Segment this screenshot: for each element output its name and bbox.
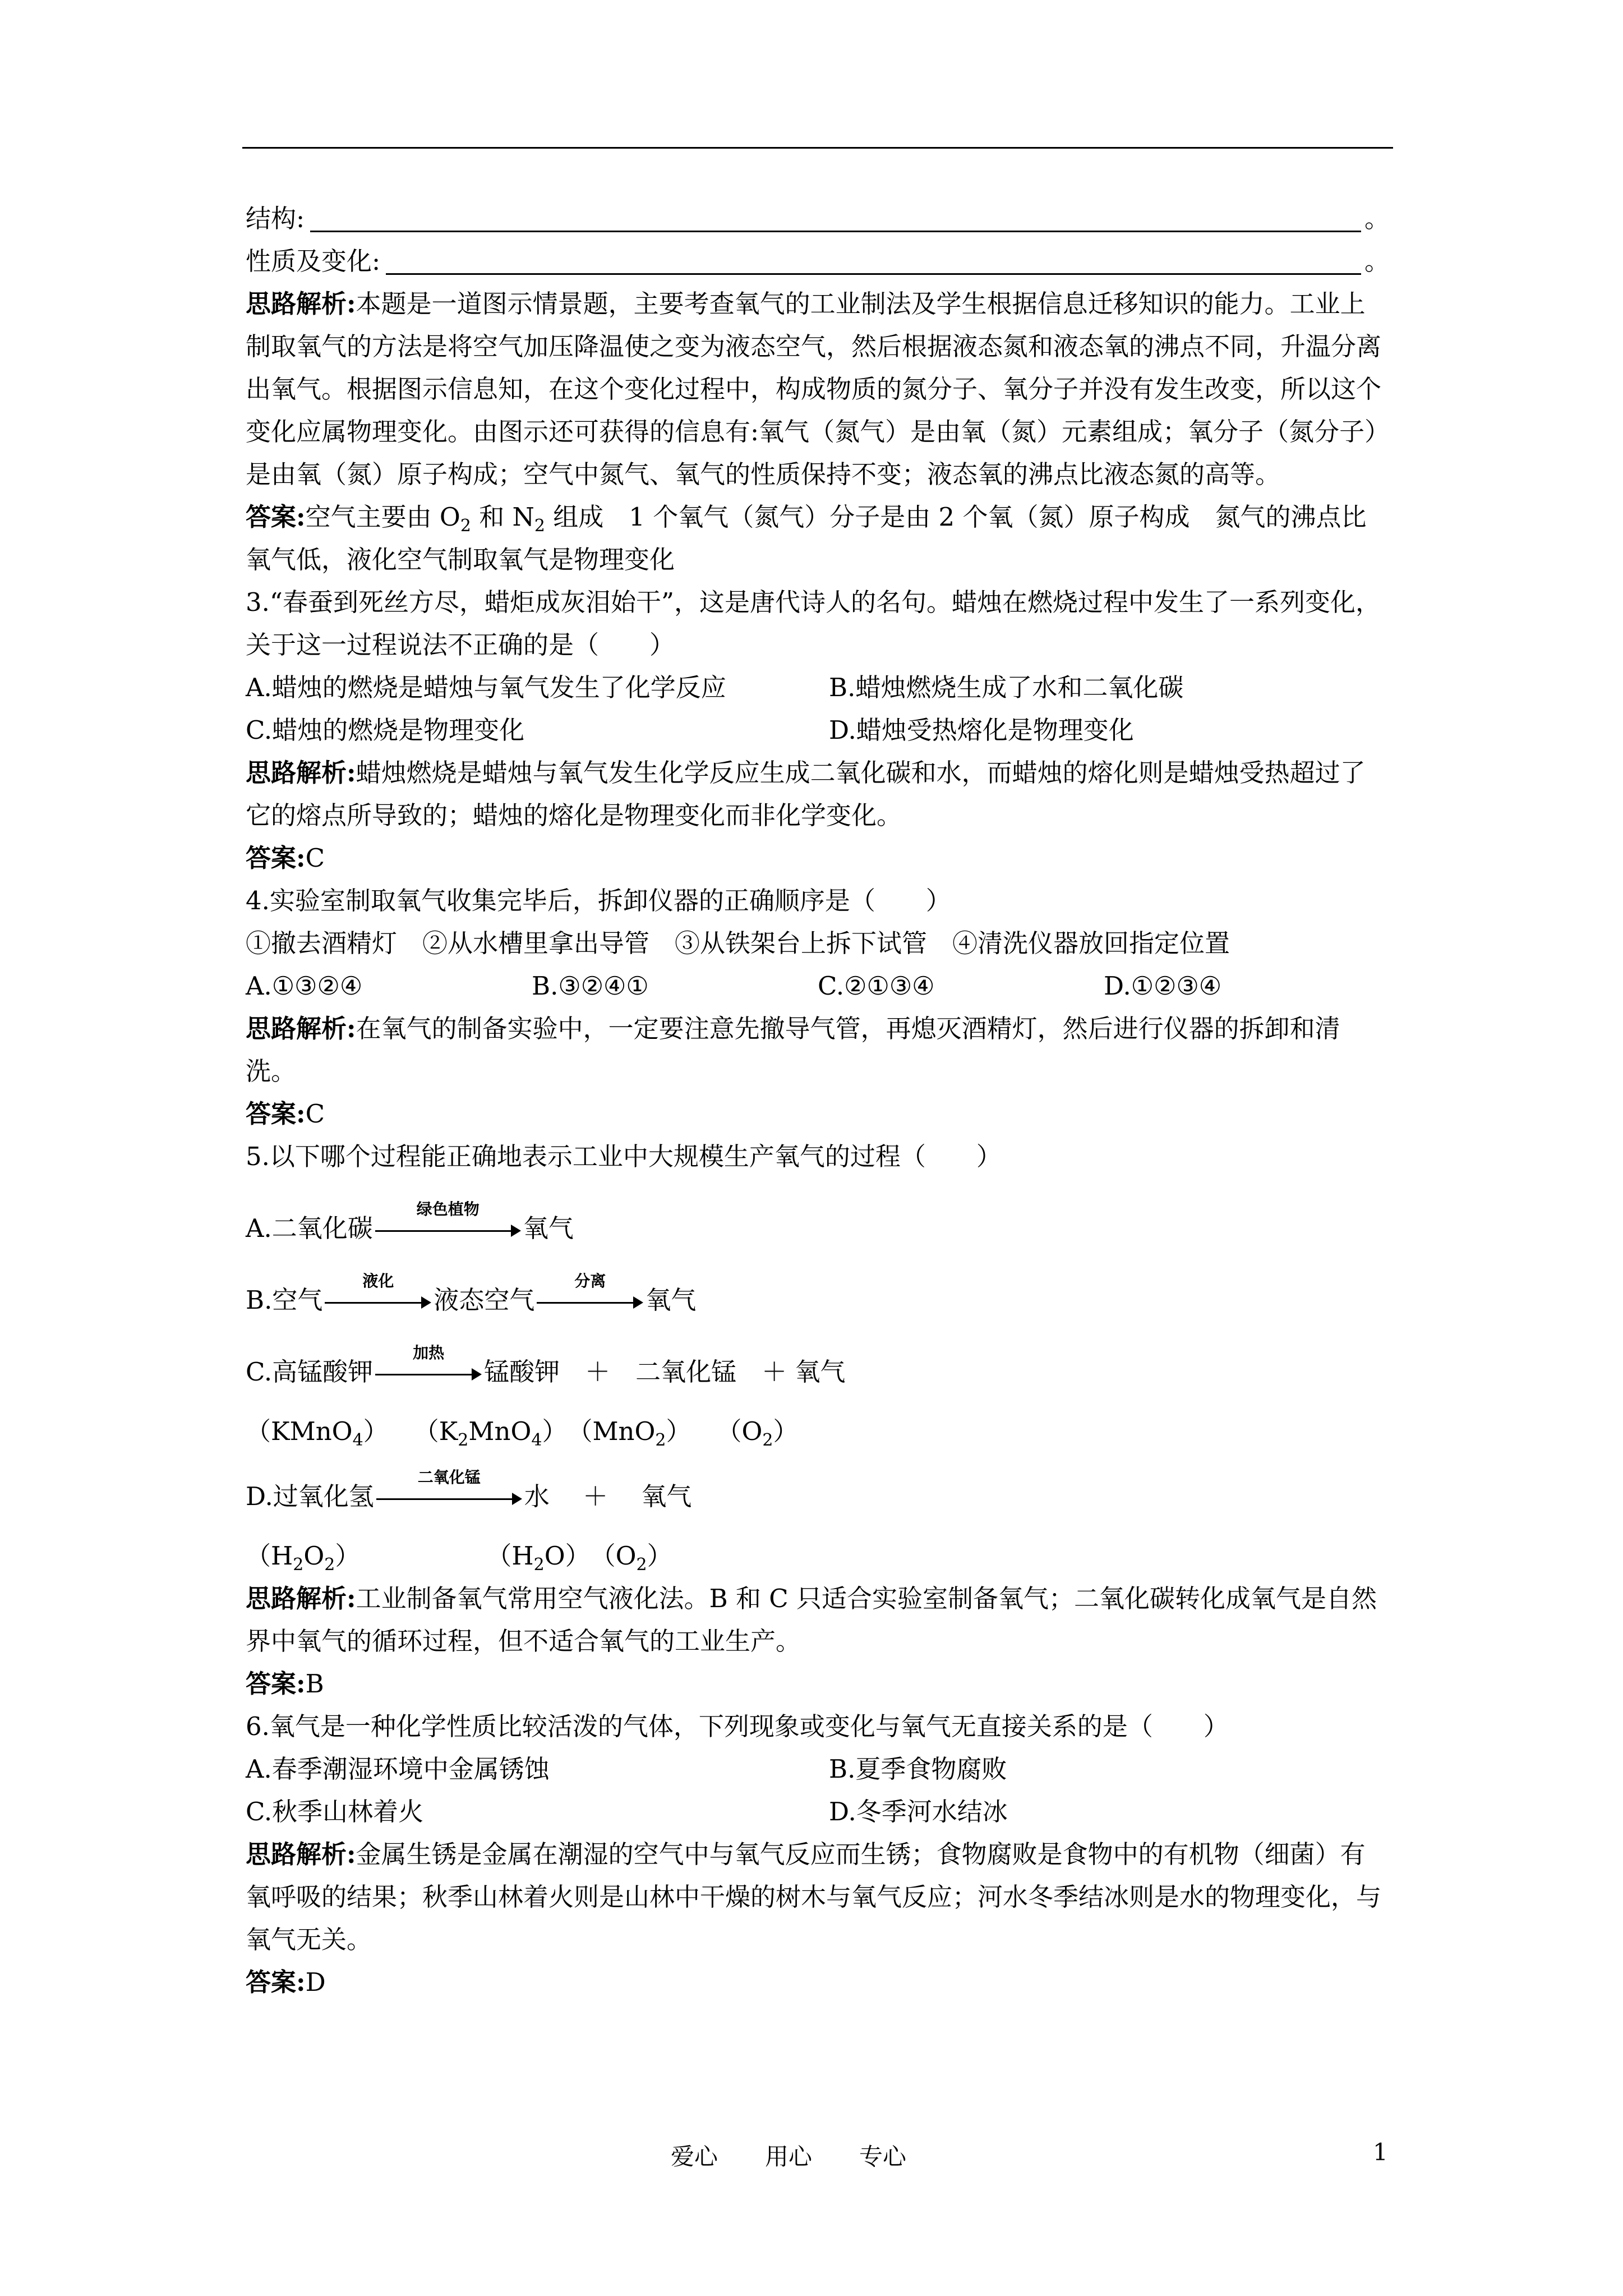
answer-text: 和 N bbox=[471, 502, 534, 532]
products: 锰酸钾 ＋ 二氧化锰 ＋ 氧气 bbox=[484, 1357, 846, 1387]
formula: ） （H bbox=[335, 1541, 534, 1571]
formula: O） （O bbox=[544, 1541, 637, 1571]
reaction-condition: 液化 bbox=[362, 1272, 394, 1290]
reaction-arrow bbox=[375, 1200, 521, 1240]
answer-text: 空气主要由 O bbox=[305, 502, 460, 532]
q6-options-row2 bbox=[246, 1791, 1390, 1833]
product: 氧气 bbox=[523, 1213, 574, 1243]
option-b: B.③②④① bbox=[532, 971, 649, 1001]
option-a: A.①③②④ bbox=[246, 971, 363, 1001]
subscript: 2 bbox=[293, 1555, 304, 1575]
formula: ） bbox=[647, 1541, 672, 1571]
q5-option-d-formulas bbox=[246, 1535, 1390, 1577]
reaction-condition: 二氧化锰 bbox=[417, 1468, 481, 1487]
subscript: 2 bbox=[655, 1430, 666, 1450]
analysis-text: 金属生锈是金属在潮湿的空气中与氧气反应而生锈；食物腐败是食物中的有机物（细菌）有氧呼吸的结果；秋季山林着火则是山林中干燥的树木与氧气反应；河水冬季结冰则是水的物理变化，与氧气无关。 bbox=[246, 1839, 1382, 1954]
formula: ） （O bbox=[666, 1416, 763, 1446]
structure-line bbox=[246, 197, 1390, 240]
q2-analysis bbox=[246, 283, 1390, 496]
q5-option-b bbox=[246, 1272, 1390, 1322]
subscript: 2 bbox=[534, 516, 545, 536]
subscript: 4 bbox=[531, 1430, 542, 1450]
option-b: B.蜡烛燃烧生成了水和二氧化碳 bbox=[829, 673, 1184, 702]
formula: ） bbox=[773, 1416, 799, 1446]
page-footer: 爱心 用心 专心 bbox=[671, 2143, 907, 2170]
q5-stem: 5.以下哪个过程能正确地表示工业中大规模生产氧气的过程（ ） bbox=[246, 1142, 1002, 1171]
option-c: C.秋季山林着火 bbox=[246, 1797, 424, 1826]
q6-answer bbox=[246, 1961, 1390, 2004]
q4-stem: 4.实验室制取氧气收集完毕后，拆卸仪器的正确顺序是（ ） bbox=[246, 886, 951, 915]
intermediate: 液态空气 bbox=[434, 1285, 535, 1315]
q5-option-c bbox=[246, 1343, 1390, 1393]
subscript: 2 bbox=[458, 1430, 469, 1450]
analysis-text: 本题是一道图示情景题，主要考查氧气的工业制法及学生根据信息迁移知识的能力。工业上制取氧气的方法是将空气加压降温使之变为液态空气，然后根据液态氮和液态氧的沸点不同，升温分离出氧气。根据图示信息知，在这个变化过程中，构成物质的氮分子、氧分子并没有发生改变，所以这个变化应属物理变化。由图示还可获得的信息有:氧气（氮气）是由氧（氮）元素组成；氧分子（氮分子）是由氧（氮）原子构成；空气中氮气、氧气的性质保持不变；液态氧的沸点比液态氮的高等。 bbox=[246, 289, 1382, 489]
subscript: 2 bbox=[324, 1555, 335, 1575]
line-end: 。 bbox=[1364, 204, 1390, 233]
analysis-label: 思路解析: bbox=[246, 1839, 356, 1869]
q6-stem: 6.氧气是一种化学性质比较活泼的气体，下列现象或变化与氧气无直接关系的是（ ） bbox=[246, 1711, 1229, 1741]
option-b: B.夏季食物腐败 bbox=[829, 1754, 1007, 1784]
q3-stem: 3.“春蚕到死丝方尽，蜡炬成灰泪始干”，这是唐代诗人的名句。蜡烛在燃烧过程中发生了一系列变化，关于这一过程说法不正确的是（ ） bbox=[246, 587, 1381, 660]
reaction-arrow bbox=[376, 1468, 522, 1508]
q2-answer bbox=[246, 496, 1390, 581]
analysis-label: 思路解析: bbox=[246, 1584, 356, 1613]
q6-options-row1 bbox=[246, 1748, 1390, 1791]
reaction-condition: 分离 bbox=[574, 1272, 606, 1290]
analysis-text: 在氧气的制备实验中，一定要注意先撤导气管，再熄灭酒精灯，然后进行仪器的拆卸和清洗。 bbox=[246, 1014, 1340, 1086]
reaction-condition: 绿色植物 bbox=[416, 1200, 479, 1218]
q4-steps: ①撤去酒精灯 ②从水槽里拿出导管 ③从铁架台上拆下试管 ④清洗仪器放回指定位置 bbox=[246, 928, 1230, 958]
answer-text: 组成 1 个氧气（氮气）分子是由 2 个氧（氮）原子构成 氮气的沸点比氧气低，液化空气制取氧气是物理变化 bbox=[246, 502, 1367, 574]
reactant: C.高锰酸钾 bbox=[246, 1357, 374, 1387]
answer-label: 答案: bbox=[246, 843, 306, 873]
q3-answer bbox=[246, 837, 1390, 880]
reactant: B.空气 bbox=[246, 1285, 323, 1315]
answer-label: 答案: bbox=[246, 1669, 306, 1699]
answer-label: 答案: bbox=[246, 1967, 306, 1997]
subscript: 4 bbox=[352, 1430, 363, 1450]
q4-analysis bbox=[246, 1007, 1390, 1093]
option-d: D.冬季河水结冰 bbox=[829, 1797, 1008, 1826]
document-body bbox=[246, 197, 1390, 2004]
line-end: 。 bbox=[1364, 246, 1390, 276]
answer-text: B bbox=[305, 1669, 324, 1699]
reaction-arrow bbox=[325, 1272, 431, 1312]
answer-label: 答案: bbox=[246, 1099, 306, 1129]
subscript: 2 bbox=[636, 1555, 647, 1575]
answer-text: C bbox=[305, 1099, 325, 1129]
formula: （KMnO bbox=[246, 1416, 353, 1446]
answer-blank bbox=[310, 205, 1361, 232]
formula: MnO bbox=[468, 1416, 532, 1446]
analysis-label: 思路解析: bbox=[246, 758, 356, 788]
option-c: C.蜡烛的燃烧是物理变化 bbox=[246, 715, 525, 745]
formula: ） （MnO bbox=[542, 1416, 656, 1446]
q3-analysis bbox=[246, 752, 1390, 837]
subscript: 2 bbox=[460, 516, 471, 536]
reaction-arrow bbox=[375, 1343, 482, 1384]
option-a: A.蜡烛的燃烧是蜡烛与氧气发生了化学反应 bbox=[246, 673, 726, 702]
structure-label: 结构: bbox=[246, 204, 305, 233]
reactant: A.二氧化碳 bbox=[246, 1213, 373, 1243]
product: 氧气 bbox=[645, 1285, 697, 1315]
analysis-text: 蜡烛燃烧是蜡烛与氧气发生化学反应生成二氧化碳和水，而蜡烛的熔化则是蜡烛受热超过了它的熔点所导致的；蜡烛的熔化是物理变化而非化学变化。 bbox=[246, 758, 1366, 830]
reaction-arrow bbox=[537, 1272, 643, 1312]
answer-blank bbox=[386, 247, 1361, 275]
answer-text: D bbox=[305, 1967, 326, 1997]
header-rule bbox=[242, 147, 1393, 149]
property-line bbox=[246, 240, 1390, 283]
q4-answer bbox=[246, 1093, 1390, 1135]
q5-option-c-formulas bbox=[246, 1410, 1390, 1453]
q5-analysis bbox=[246, 1577, 1390, 1663]
formula: （H bbox=[246, 1541, 293, 1571]
answer-text: C bbox=[305, 843, 325, 873]
q3-options-row2 bbox=[246, 709, 1390, 752]
q5-option-a bbox=[246, 1200, 1390, 1250]
option-d: D.①②③④ bbox=[1104, 971, 1222, 1001]
answer-label: 答案: bbox=[246, 502, 306, 532]
q4-options bbox=[246, 965, 1390, 1007]
option-c: C.②①③④ bbox=[818, 971, 935, 1001]
option-d: D.蜡烛受热熔化是物理变化 bbox=[829, 715, 1134, 745]
q5-option-d bbox=[246, 1468, 1390, 1518]
option-a: A.春季潮湿环境中金属锈蚀 bbox=[246, 1754, 550, 1784]
formula: ） （K bbox=[363, 1416, 458, 1446]
analysis-label: 思路解析: bbox=[246, 1014, 356, 1043]
reactant: D.过氧化氢 bbox=[246, 1481, 374, 1511]
subscript: 2 bbox=[762, 1430, 773, 1450]
analysis-text: 工业制备氧气常用空气液化法。B 和 C 只适合实验室制备氧气；二氧化碳转化成氧气是自然界中氧气的循环过程，但不适合氧气的工业生产。 bbox=[246, 1584, 1377, 1656]
q3-options-row1 bbox=[246, 666, 1390, 709]
property-label: 性质及变化: bbox=[246, 246, 381, 276]
q6-analysis bbox=[246, 1833, 1390, 1961]
analysis-label: 思路解析: bbox=[246, 289, 356, 319]
products: 水 ＋ 氧气 bbox=[524, 1481, 692, 1511]
q5-answer bbox=[246, 1663, 1390, 1705]
formula: O bbox=[303, 1541, 325, 1571]
subscript: 2 bbox=[533, 1555, 545, 1575]
reaction-condition: 加热 bbox=[413, 1343, 445, 1362]
page-number: 1 bbox=[1373, 2138, 1388, 2166]
